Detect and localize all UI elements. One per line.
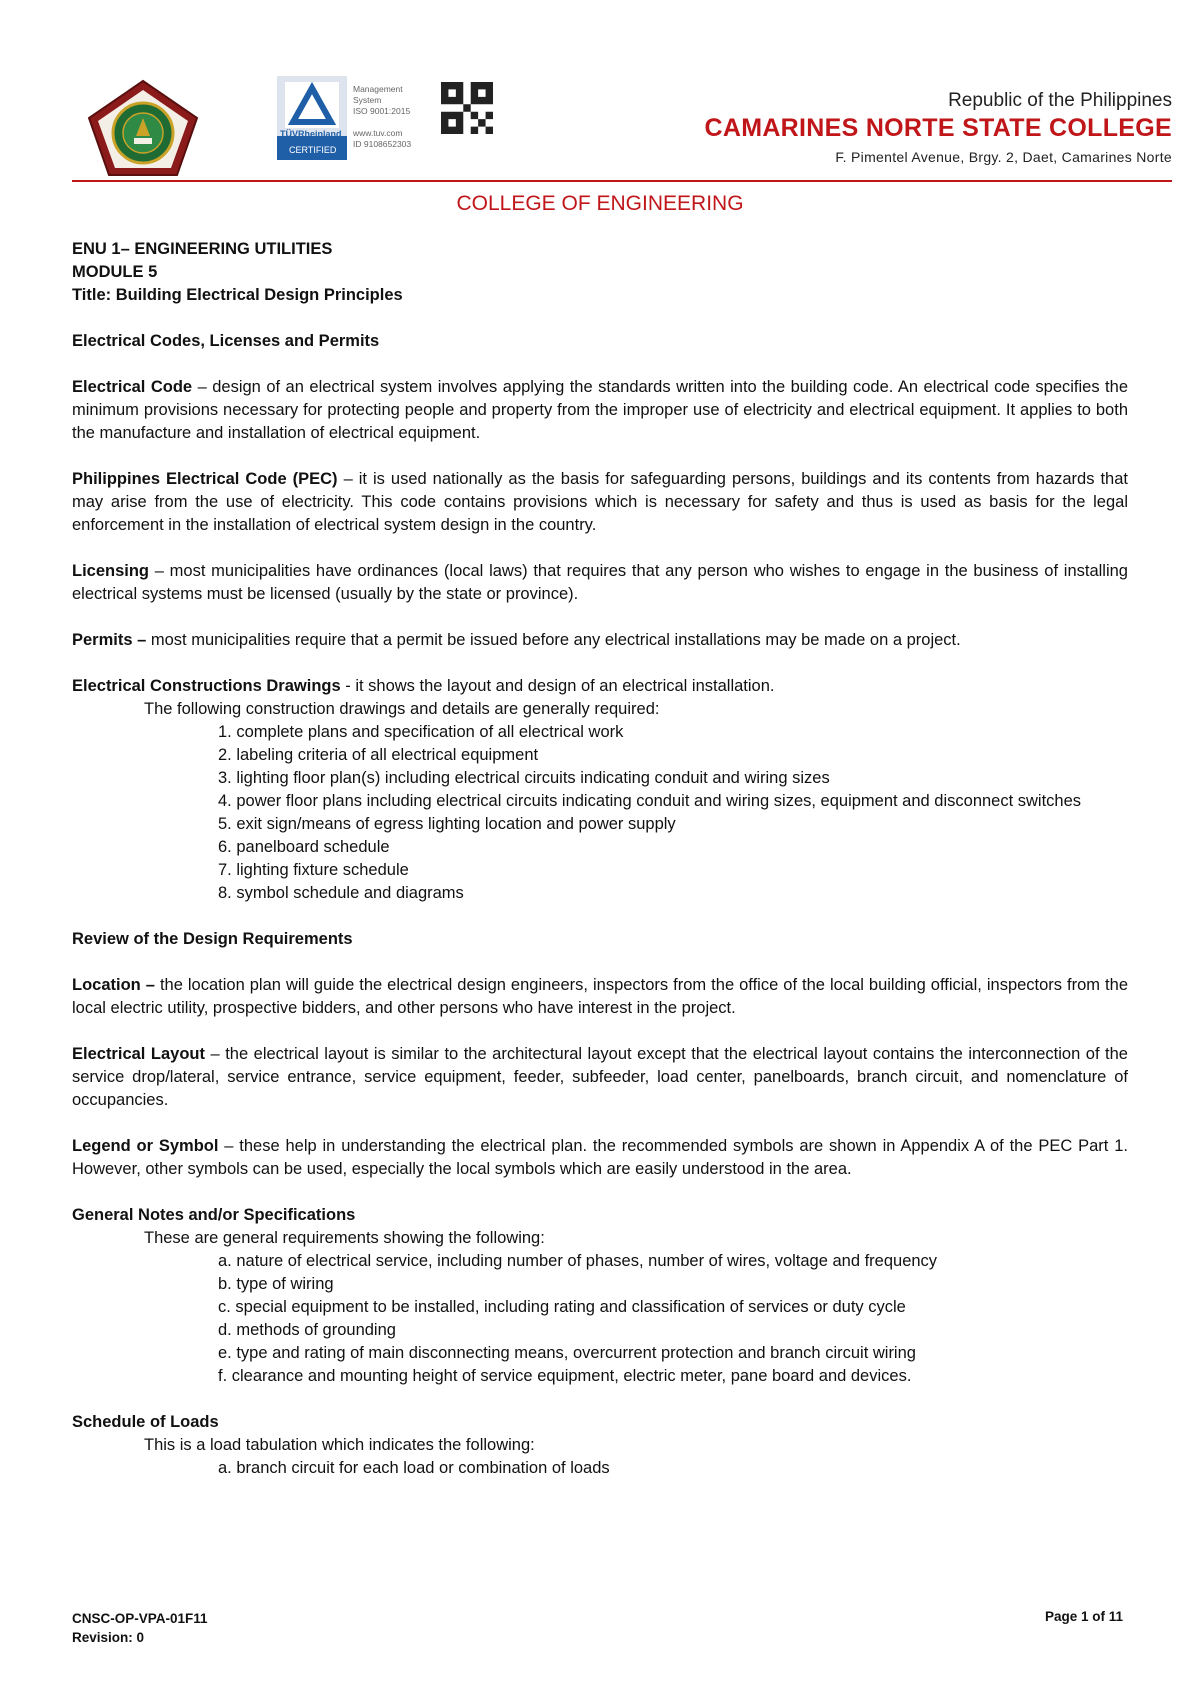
college-seal-logo	[84, 78, 202, 178]
list-item: 3. lighting floor plan(s) including electrical circuits indicating conduit and wiring sizes	[218, 769, 830, 787]
list-item: 5. exit sign/means of egress lighting location and power supply	[218, 815, 676, 833]
list-item: d. methods of grounding	[218, 1321, 396, 1339]
list-item: e. type and rating of main disconnecting means, overcurrent protection and branch circuit wiring	[218, 1344, 916, 1362]
letterhead	[72, 72, 1172, 182]
section-heading: Review of the Design Requirements	[72, 930, 353, 948]
paragraph-legend	[72, 1135, 1128, 1181]
list-item: 8. symbol schedule and diagrams	[218, 884, 464, 902]
list-item: 1. complete plans and specification of all electrical work	[218, 723, 624, 741]
general-notes-list	[72, 1250, 1128, 1388]
paragraph-licensing	[72, 560, 1128, 606]
course-title: ENU 1– ENGINEERING UTILITIES	[72, 240, 333, 258]
paragraph-electrical-code	[72, 376, 1128, 445]
page-number: Page 1 of 11	[1045, 1609, 1124, 1624]
schedule-list	[72, 1457, 1128, 1480]
document-body	[72, 238, 1128, 1480]
definition: – these help in understanding the electrical plan. the recommended symbols are shown in Appendix A of the PEC Part 1. However, other symbols can be used, especially the local symbols which are easily understood in the area.	[72, 1137, 1128, 1178]
definition: – the electrical layout is similar to the architectural layout except that the electrical layout contains the interconnection of the service drop/lateral, service entrance, service equipment, feeder, subfeeder, load center, panelboards, branch circuit, and nomenclature of occupancies.	[72, 1045, 1128, 1109]
footer-document-code	[72, 1609, 208, 1647]
term: Electrical Constructions Drawings	[72, 677, 341, 695]
module-label: MODULE 5	[72, 263, 158, 281]
term: Legend or Symbol	[72, 1137, 219, 1155]
subsection-heading: Schedule of Loads	[72, 1413, 219, 1431]
list-item: c. special equipment to be installed, including rating and classification of services or duty cycle	[218, 1298, 906, 1316]
list-item: 2. labeling criteria of all electrical equipment	[218, 746, 539, 764]
list-item: b. type of wiring	[218, 1275, 334, 1293]
list-lead: These are general requirements showing the following:	[144, 1229, 545, 1247]
header-divider	[72, 180, 1172, 182]
paragraph-electrical-layout	[72, 1043, 1128, 1112]
paragraph-location	[72, 974, 1128, 1020]
republic-label: Republic of the Philippines	[948, 90, 1172, 111]
list-item: 4. power floor plans including electrical circuits indicating conduit and wiring sizes, equipment and disconnect switches	[218, 792, 1082, 810]
revision-label: Revision: 0	[72, 1630, 145, 1645]
paragraph-pec	[72, 468, 1128, 537]
definition: – most municipalities have ordinances (local laws) that requires that any person who wishes to engage in the business of installing electrical systems must be licensed (usually by the state or province).	[72, 562, 1128, 603]
definition: - it shows the layout and design of an electrical installation.	[340, 677, 775, 695]
certification-text: Management System ISO 9001:2015 www.tuv.com ID 9108652303	[353, 84, 412, 149]
list-item: 7. lighting fixture schedule	[218, 861, 409, 879]
module-title: Title: Building Electrical Design Principles	[72, 286, 403, 304]
list-lead: The following construction drawings and details are generally required:	[144, 700, 660, 718]
term: Electrical Layout	[72, 1045, 205, 1063]
term: Philippines Electrical Code (PEC)	[72, 470, 338, 488]
term: Permits –	[72, 631, 147, 649]
section-heading: Electrical Codes, Licenses and Permits	[72, 332, 380, 350]
tuv-brand-label: TÜVRheinland	[280, 129, 342, 139]
qr-code-icon	[441, 82, 493, 134]
college-name: CAMARINES NORTE STATE COLLEGE	[704, 114, 1172, 142]
list-lead: This is a load tabulation which indicates the following:	[144, 1436, 535, 1454]
term: Location –	[72, 976, 155, 994]
definition: – it is used nationally as the basis for safeguarding persons, buildings and its contents from hazards that may arise from the use of electricity. This code contains provisions which is necessary for safety and thus is used as basis for the legal enforcement in the installation of electrical system design in the country.	[72, 470, 1128, 534]
certified-label: CERTIFIED	[289, 145, 337, 155]
document-code: CNSC-OP-VPA-01F11	[72, 1611, 208, 1626]
subsection-heading: General Notes and/or Specifications	[72, 1206, 356, 1224]
list-item: 6. panelboard schedule	[218, 838, 390, 856]
college-address: F. Pimentel Avenue, Brgy. 2, Daet, Camarines Norte	[835, 149, 1172, 165]
definition: – design of an electrical system involves applying the standards written into the building code. An electrical code specifies the minimum provisions necessary for protecting people and property from the improper use of electricity and electrical equipment. It applies to both the manufacture and installation of electrical equipment.	[72, 378, 1128, 442]
department-title: COLLEGE OF ENGINEERING	[456, 192, 744, 215]
definition: the location plan will guide the electrical design engineers, inspectors from the office of the local building official, inspectors from the local electric utility, prospective bidders, and other persons who have interest in the project.	[72, 976, 1128, 1017]
list-item: a. nature of electrical service, including number of phases, number of wires, voltage and frequency	[218, 1252, 938, 1270]
drawings-list	[72, 721, 1128, 905]
list-item: f. clearance and mounting height of service equipment, electric meter, pane board and devices.	[218, 1367, 912, 1385]
definition: most municipalities require that a permit be issued before any electrical installations may be made on a project.	[146, 631, 961, 649]
term: Licensing	[72, 562, 150, 580]
iso-certification-badge	[277, 76, 527, 166]
list-item: a. branch circuit for each load or combination of loads	[218, 1459, 610, 1477]
paragraph-drawings	[72, 675, 1128, 698]
term: Electrical Code	[72, 378, 193, 396]
paragraph-permits	[72, 629, 1128, 652]
